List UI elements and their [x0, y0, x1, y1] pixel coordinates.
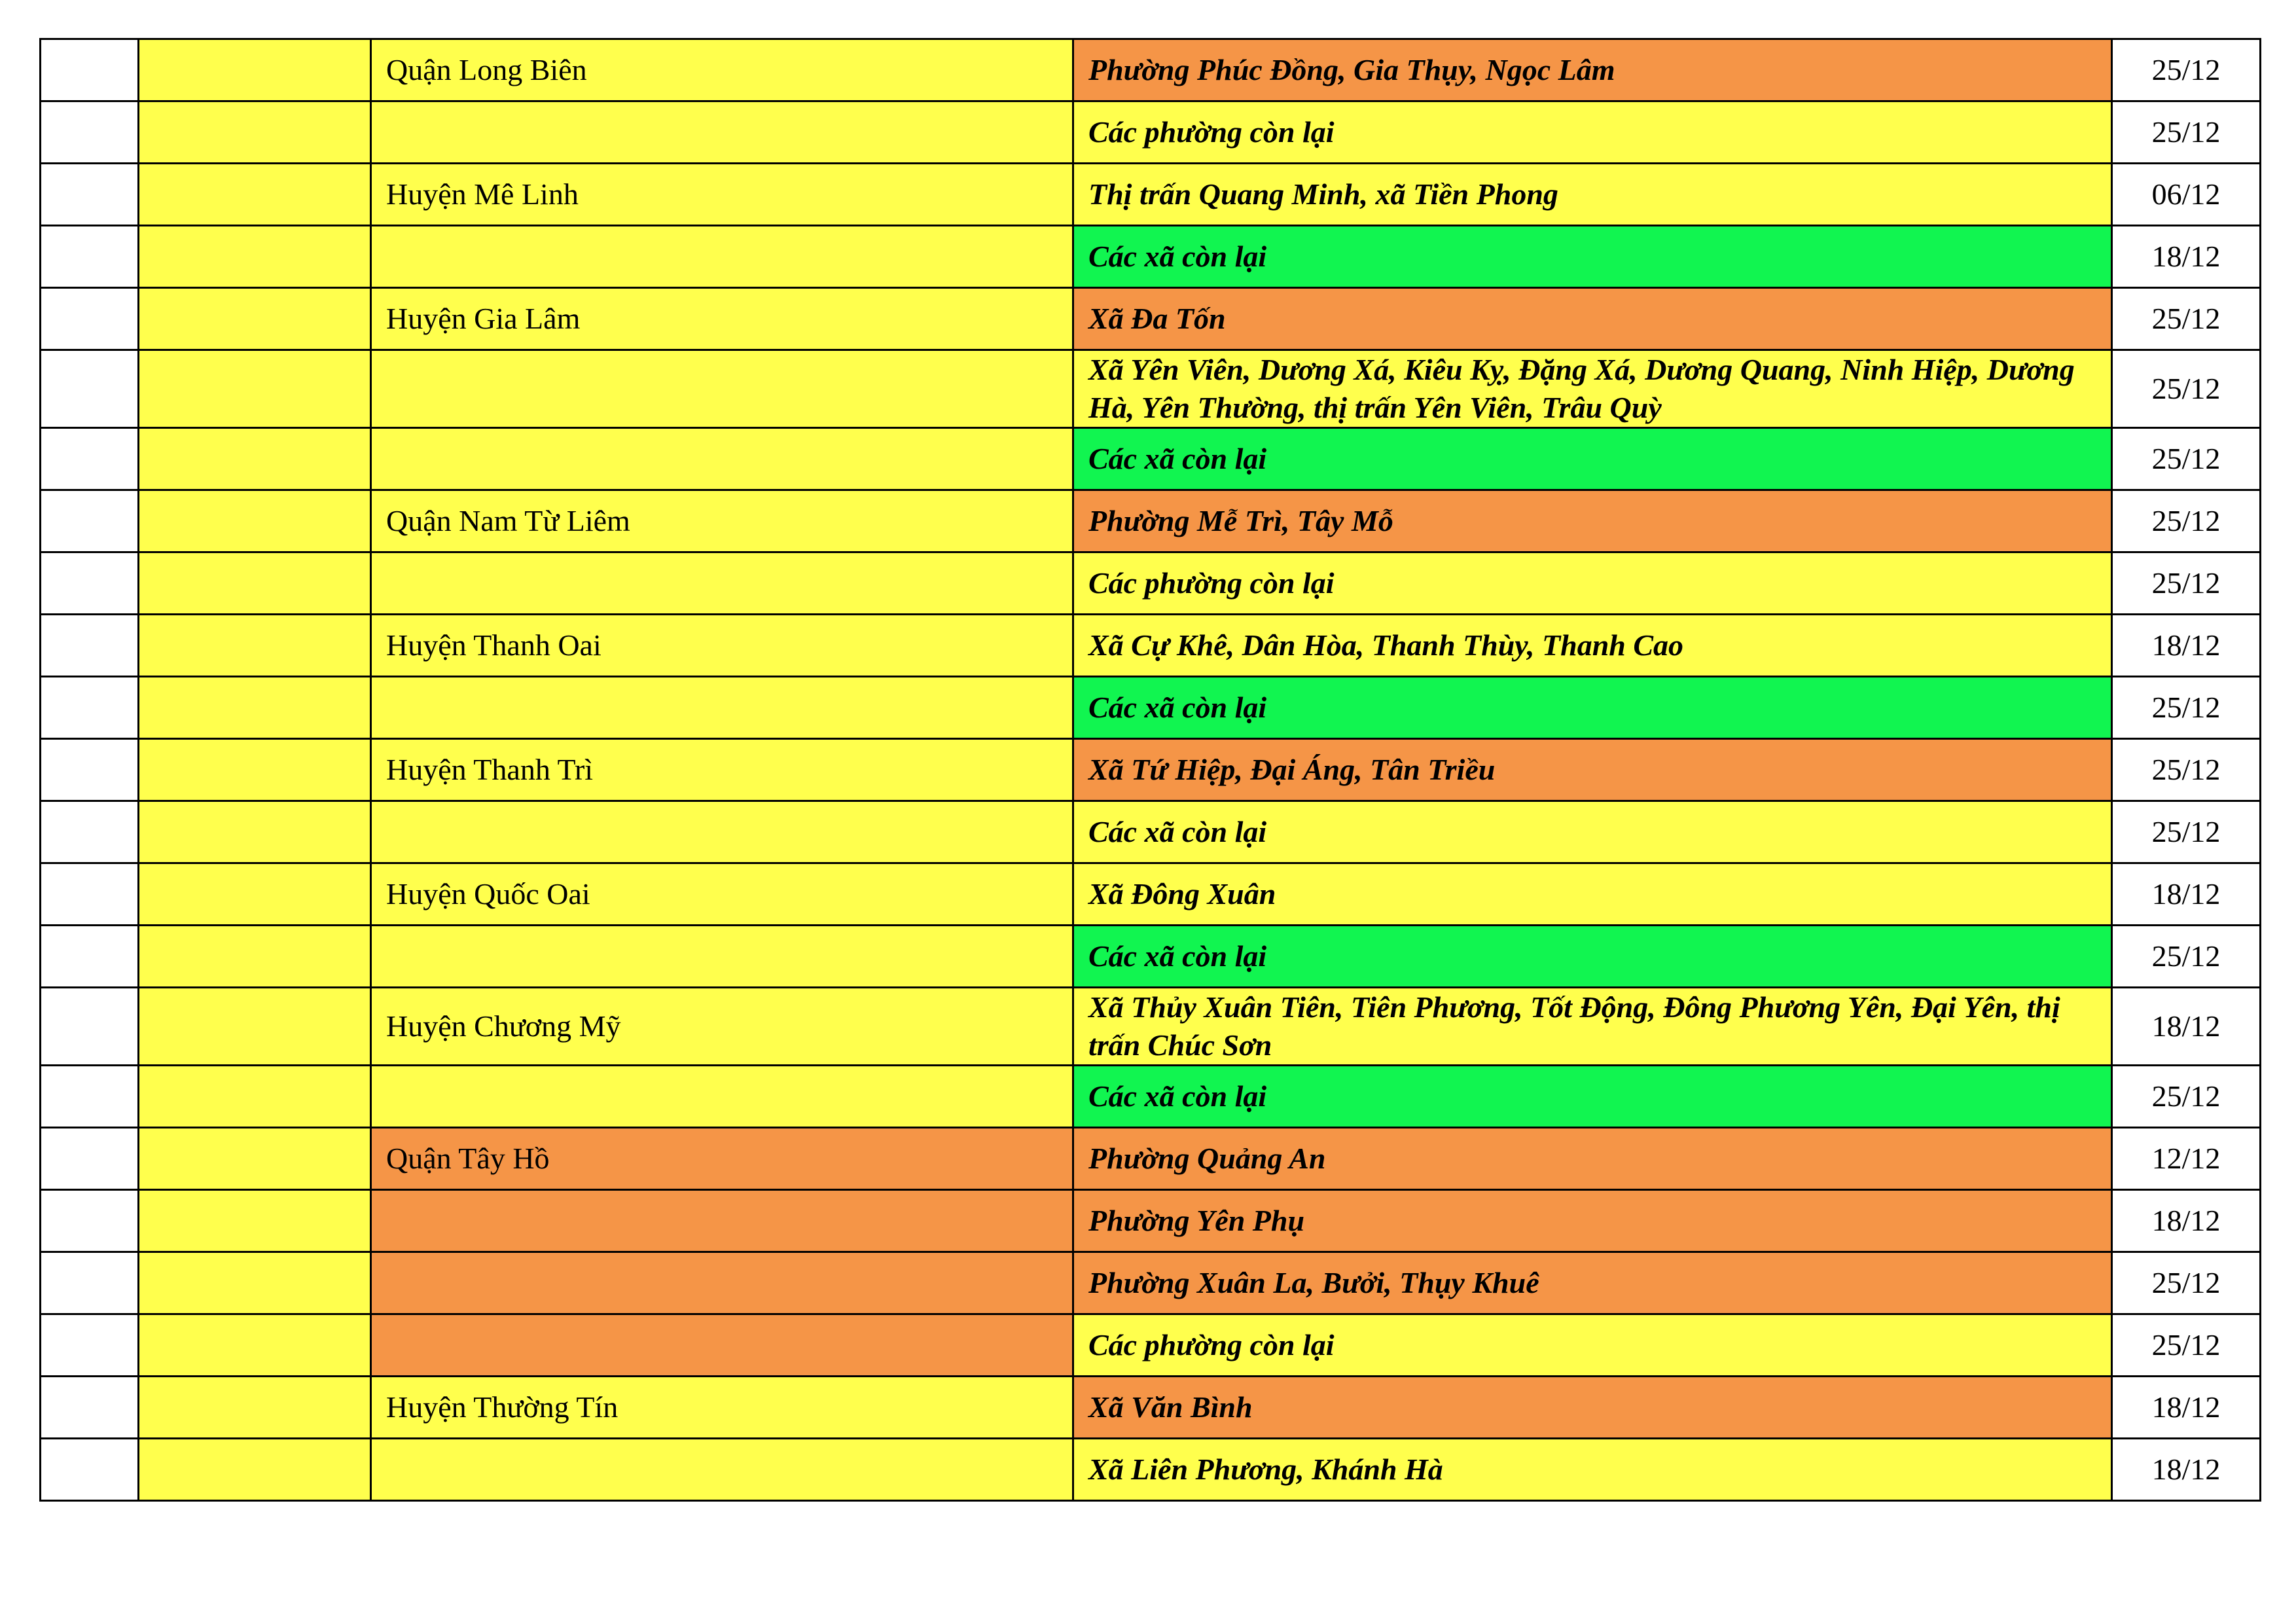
stt-cell: [41, 39, 139, 101]
table-row: [41, 39, 2261, 101]
ward-cell: Xã Văn Bình: [1073, 1377, 2112, 1439]
ward-cell: Phường Xuân La, Bưởi, Thụy Khuê: [1073, 1252, 2112, 1314]
table-row: [41, 101, 2261, 164]
unit-cell: [139, 677, 371, 739]
unit-cell: [139, 739, 371, 801]
district-cell: [371, 428, 1073, 490]
stt-cell: [41, 226, 139, 288]
unit-cell: [139, 490, 371, 552]
unit-cell: [139, 615, 371, 677]
table-row: [41, 288, 2261, 350]
date-cell: 25/12: [2112, 1314, 2261, 1377]
table-row: [41, 988, 2261, 1066]
stt-cell: [41, 1314, 139, 1377]
district-cell: [371, 1190, 1073, 1252]
unit-cell: [139, 164, 371, 226]
unit-cell: [139, 288, 371, 350]
district-cell: [371, 926, 1073, 988]
date-cell: 18/12: [2112, 1439, 2261, 1501]
date-cell: 25/12: [2112, 350, 2261, 428]
date-cell: 18/12: [2112, 988, 2261, 1066]
table-row: [41, 1128, 2261, 1190]
unit-cell: [139, 39, 371, 101]
date-cell: 25/12: [2112, 552, 2261, 615]
date-cell: 25/12: [2112, 288, 2261, 350]
stt-cell: [41, 101, 139, 164]
ward-cell: Các xã còn lại: [1073, 1066, 2112, 1128]
date-cell: 25/12: [2112, 926, 2261, 988]
stt-cell: [41, 552, 139, 615]
district-cell: [371, 1314, 1073, 1377]
unit-cell: [139, 1314, 371, 1377]
district-cell: [371, 101, 1073, 164]
stt-cell: [41, 428, 139, 490]
table-row: [41, 490, 2261, 552]
unit-cell: [139, 101, 371, 164]
table-row: [41, 1252, 2261, 1314]
table-row: [41, 552, 2261, 615]
unit-cell: [139, 1190, 371, 1252]
stt-cell: [41, 677, 139, 739]
ward-cell: Xã Cự Khê, Dân Hòa, Thanh Thùy, Thanh Cao: [1073, 615, 2112, 677]
date-cell: 12/12: [2112, 1128, 2261, 1190]
unit-cell: [139, 1252, 371, 1314]
table-row: [41, 615, 2261, 677]
stt-cell: [41, 1377, 139, 1439]
unit-cell: [139, 428, 371, 490]
date-cell: 25/12: [2112, 490, 2261, 552]
schedule-table: [39, 38, 2261, 1502]
stt-cell: [41, 739, 139, 801]
date-cell: 18/12: [2112, 226, 2261, 288]
district-cell: [371, 350, 1073, 428]
table-row: [41, 164, 2261, 226]
district-cell: [371, 226, 1073, 288]
stt-cell: [41, 926, 139, 988]
table-row: [41, 1066, 2261, 1128]
date-cell: 25/12: [2112, 677, 2261, 739]
district-cell: [371, 1252, 1073, 1314]
date-cell: 25/12: [2112, 101, 2261, 164]
date-cell: 25/12: [2112, 739, 2261, 801]
stt-cell: [41, 1190, 139, 1252]
unit-cell: [139, 1439, 371, 1501]
ward-cell: Các phường còn lại: [1073, 552, 2112, 615]
district-cell: Huyện Thanh Oai: [371, 615, 1073, 677]
ward-cell: Thị trấn Quang Minh, xã Tiền Phong: [1073, 164, 2112, 226]
stt-cell: [41, 1439, 139, 1501]
date-cell: 18/12: [2112, 1190, 2261, 1252]
ward-cell: Xã Đa Tốn: [1073, 288, 2112, 350]
date-cell: 25/12: [2112, 39, 2261, 101]
ward-cell: Các phường còn lại: [1073, 101, 2112, 164]
document-page: [39, 38, 2261, 1502]
table-row: [41, 428, 2261, 490]
table-row: [41, 801, 2261, 863]
ward-cell: Các xã còn lại: [1073, 801, 2112, 863]
unit-cell: [139, 926, 371, 988]
unit-cell: [139, 801, 371, 863]
unit-cell: [139, 226, 371, 288]
date-cell: 18/12: [2112, 863, 2261, 926]
district-cell: [371, 801, 1073, 863]
stt-cell: [41, 1066, 139, 1128]
date-cell: 06/12: [2112, 164, 2261, 226]
unit-cell: [139, 552, 371, 615]
unit-cell: [139, 863, 371, 926]
date-cell: 25/12: [2112, 801, 2261, 863]
stt-cell: [41, 350, 139, 428]
district-cell: Quận Tây Hồ: [371, 1128, 1073, 1190]
unit-cell: [139, 1377, 371, 1439]
ward-cell: Phường Phúc Đồng, Gia Thụy, Ngọc Lâm: [1073, 39, 2112, 101]
unit-cell: [139, 1128, 371, 1190]
table-row: [41, 350, 2261, 428]
stt-cell: [41, 1128, 139, 1190]
ward-cell: Xã Yên Viên, Dương Xá, Kiêu Kỵ, Đặng Xá, Dương Quang, Ninh Hiệp, Dương Hà, Yên Thường, thị trấn Yên Viên, Trâu Quỳ: [1073, 350, 2112, 428]
table-row: [41, 226, 2261, 288]
ward-cell: Các phường còn lại: [1073, 1314, 2112, 1377]
date-cell: 18/12: [2112, 615, 2261, 677]
district-cell: [371, 677, 1073, 739]
ward-cell: Các xã còn lại: [1073, 226, 2112, 288]
district-cell: Huyện Quốc Oai: [371, 863, 1073, 926]
date-cell: 25/12: [2112, 428, 2261, 490]
stt-cell: [41, 490, 139, 552]
ward-cell: Xã Liên Phương, Khánh Hà: [1073, 1439, 2112, 1501]
ward-cell: Xã Tứ Hiệp, Đại Áng, Tân Triều: [1073, 739, 2112, 801]
unit-cell: [139, 988, 371, 1066]
stt-cell: [41, 288, 139, 350]
stt-cell: [41, 801, 139, 863]
district-cell: Huyện Gia Lâm: [371, 288, 1073, 350]
ward-cell: Các xã còn lại: [1073, 428, 2112, 490]
date-cell: 25/12: [2112, 1066, 2261, 1128]
table-row: [41, 739, 2261, 801]
date-cell: 18/12: [2112, 1377, 2261, 1439]
stt-cell: [41, 164, 139, 226]
district-cell: Huyện Mê Linh: [371, 164, 1073, 226]
date-cell: 25/12: [2112, 1252, 2261, 1314]
district-cell: [371, 1439, 1073, 1501]
district-cell: Quận Nam Từ Liêm: [371, 490, 1073, 552]
table-row: [41, 1314, 2261, 1377]
district-cell: Huyện Chương Mỹ: [371, 988, 1073, 1066]
table-body: [41, 39, 2261, 1501]
table-row: [41, 677, 2261, 739]
district-cell: [371, 552, 1073, 615]
district-cell: [371, 1066, 1073, 1128]
district-cell: Huyện Thanh Trì: [371, 739, 1073, 801]
table-row: [41, 926, 2261, 988]
unit-cell: [139, 1066, 371, 1128]
ward-cell: Phường Yên Phụ: [1073, 1190, 2112, 1252]
unit-cell: [139, 350, 371, 428]
stt-cell: [41, 863, 139, 926]
ward-cell: Các xã còn lại: [1073, 677, 2112, 739]
district-cell: Quận Long Biên: [371, 39, 1073, 101]
ward-cell: Phường Mễ Trì, Tây Mỗ: [1073, 490, 2112, 552]
table-row: [41, 863, 2261, 926]
ward-cell: Xã Đông Xuân: [1073, 863, 2112, 926]
district-cell: Huyện Thường Tín: [371, 1377, 1073, 1439]
table-row: [41, 1377, 2261, 1439]
stt-cell: [41, 615, 139, 677]
table-row: [41, 1439, 2261, 1501]
ward-cell: Xã Thủy Xuân Tiên, Tiên Phương, Tốt Động, Đông Phương Yên, Đại Yên, thị trấn Chúc Sơn: [1073, 988, 2112, 1066]
ward-cell: Các xã còn lại: [1073, 926, 2112, 988]
stt-cell: [41, 1252, 139, 1314]
table-row: [41, 1190, 2261, 1252]
stt-cell: [41, 988, 139, 1066]
ward-cell: Phường Quảng An: [1073, 1128, 2112, 1190]
